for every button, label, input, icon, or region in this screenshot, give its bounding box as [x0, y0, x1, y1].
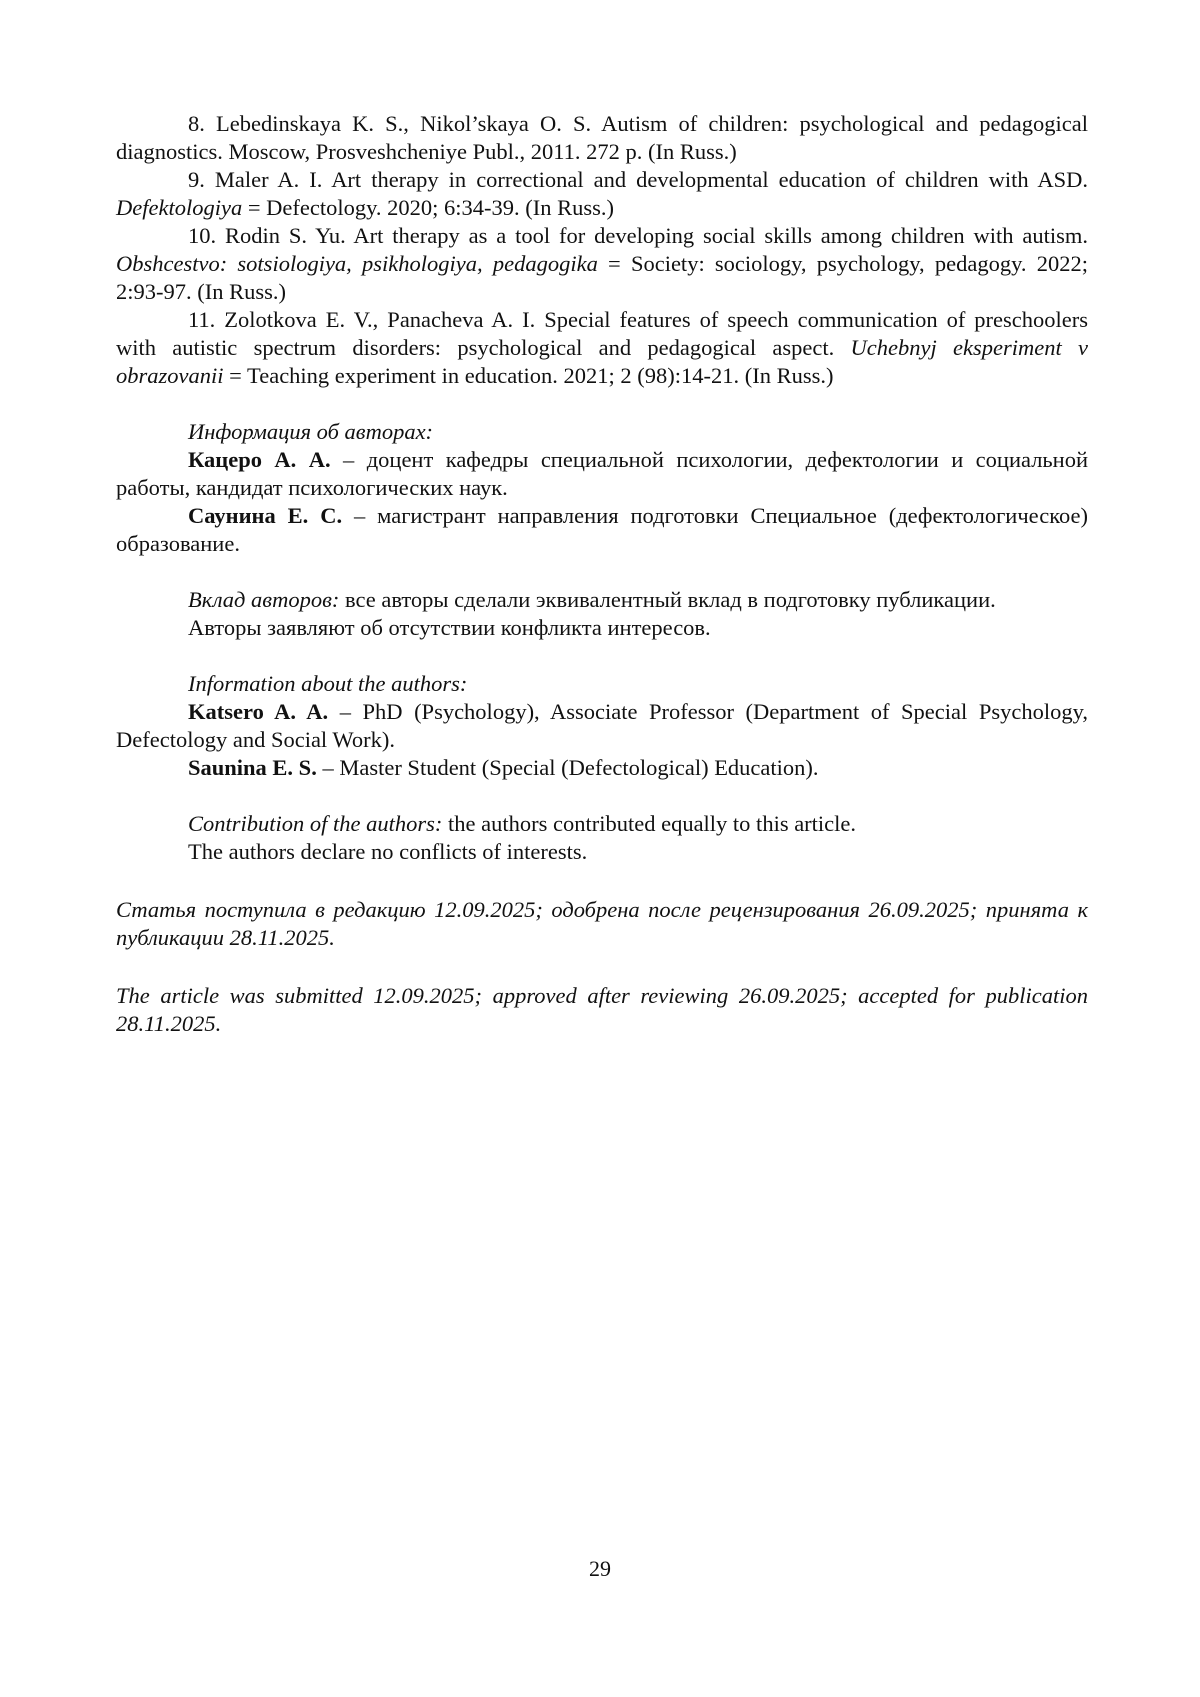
contribution-line — [116, 810, 1088, 838]
reference-rest: = Teaching experiment in education. 2021; 2 (98):14-21. (In Russ.) — [229, 363, 834, 388]
reference-text: Autism of children: psychological and pedagogical diagnostics. Moscow, Prosveshcheniye Publ., 2011. 272 p. (In Russ.) — [116, 111, 1088, 164]
reference-journal: Uchebnyj eksperiment v obrazovanii — [116, 335, 1088, 388]
author-name: Katsero A. A. — [188, 699, 329, 724]
author-name: Саунина Е. С. — [188, 503, 343, 528]
reference-authors: 8. Lebedinskaya K. S., Nikol’skaya O. S. — [188, 111, 592, 136]
author-entry — [116, 698, 1088, 754]
reference-rest: = Defectology. 2020; 6:34-39. (In Russ.) — [247, 195, 615, 220]
reference-authors: 11. Zolotkova E. V., Panacheva A. I. — [188, 307, 536, 332]
author-entry — [116, 502, 1088, 558]
article-dates-ru: Статья поступила в редакцию 12.09.2025; одобрена после рецензирования 26.09.2025; принята к публикации 28.11.2025. — [116, 897, 1088, 950]
conflicts-statement: The authors declare no conflicts of interests. — [188, 839, 588, 864]
reference-text: Art therapy as a tool for developing social skills among children with autism. — [353, 223, 1088, 248]
author-entry — [116, 754, 1088, 782]
contribution-ru — [116, 586, 1088, 642]
reference-journal: Obshcestvo: sotsiologiya, psikhologiya, pedagogika — [116, 251, 598, 276]
page-number: 29 — [589, 1556, 611, 1581]
author-description: – магистрант направления подготовки Специальное (дефектологическое) образование. — [116, 503, 1088, 556]
reference-text: Special features of speech communication of preschoolers with autistic spectrum disorders: psychological and pedagogical aspect. — [116, 307, 1089, 360]
authors-info-ru — [116, 418, 1088, 558]
authors-info-en — [116, 670, 1088, 782]
references-list — [116, 110, 1088, 390]
author-description: – доцент кафедры специальной психологии, дефектологии и социальной работы, кандидат психологических наук. — [116, 447, 1089, 500]
conflicts-statement: Авторы заявляют об отсутствии конфликта интересов. — [188, 615, 711, 640]
article-dates-en: The article was submitted 12.09.2025; approved after reviewing 26.09.2025; accepted for publication 28.11.2025. — [116, 983, 1088, 1036]
contribution-label: Вклад авторов: — [188, 587, 340, 612]
document-page — [116, 110, 1088, 1038]
reference-journal: Defektologiya — [116, 195, 243, 220]
reference-item — [116, 110, 1088, 166]
author-name: Кацеро А. А. — [188, 447, 331, 472]
contribution-text: the authors contributed equally to this article. — [448, 811, 857, 836]
author-description: – PhD (Psychology), Associate Professor (Department of Special Psychology, Defectology and Social Work). — [116, 699, 1088, 752]
contribution-en — [116, 810, 1088, 866]
contribution-line — [116, 586, 1088, 614]
reference-item — [116, 166, 1088, 222]
contribution-label: Contribution of the authors: — [188, 811, 443, 836]
reference-authors: 9. Maler A. I. — [188, 167, 323, 192]
section-heading: Information about the authors: — [188, 671, 468, 696]
section-heading: Информация об авторах: — [188, 419, 434, 444]
reference-item — [116, 306, 1088, 390]
reference-text: Art therapy in correctional and developmental education of children with ASD. — [331, 167, 1088, 192]
author-entry — [116, 446, 1088, 502]
reference-item — [116, 222, 1088, 306]
contribution-text: все авторы сделали эквивалентный вклад в подготовку публикации. — [344, 587, 996, 612]
reference-rest: = Society: sociology, psychology, pedagogy. 2022; 2:93-97. (In Russ.) — [116, 251, 1088, 304]
author-name: Saunina E. S. — [188, 755, 317, 780]
author-description: – Master Student (Special (Defectological) Education). — [322, 755, 819, 780]
reference-authors: 10. Rodin S. Yu. — [188, 223, 346, 248]
